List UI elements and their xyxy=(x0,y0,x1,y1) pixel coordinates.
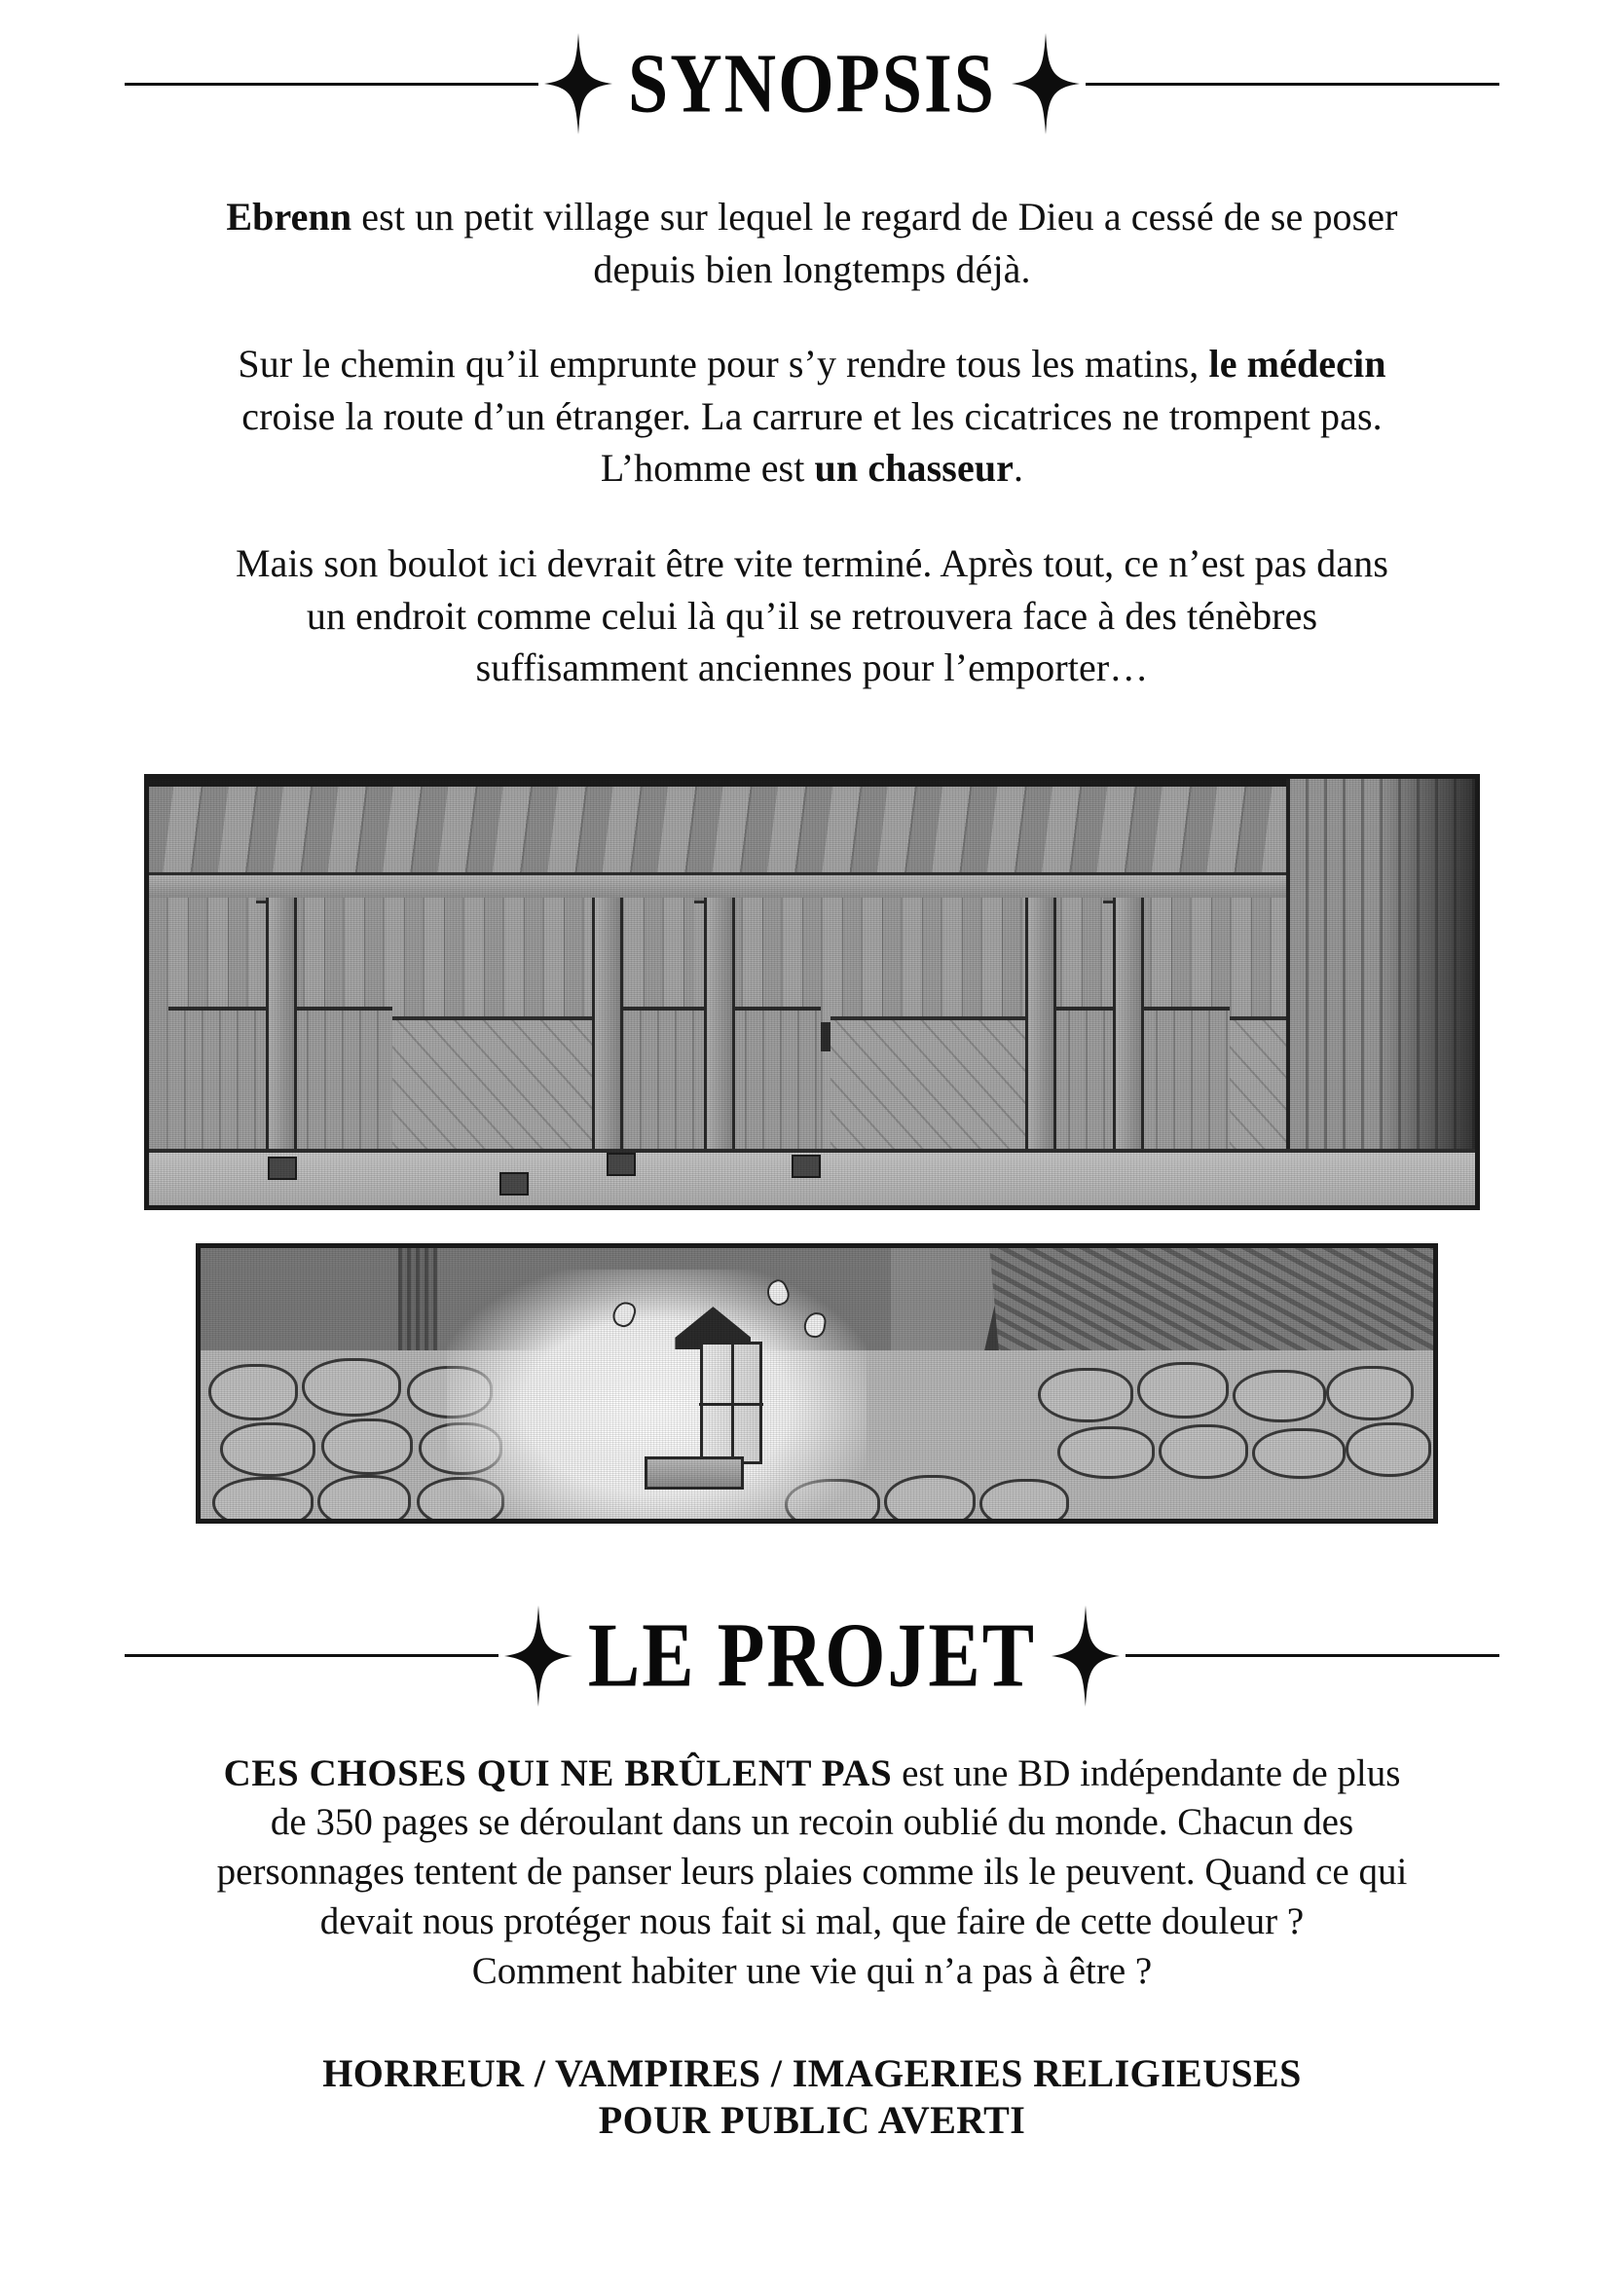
synopsis-paragraph-2-part3: . xyxy=(1014,446,1024,491)
tagline-genres: HORREUR / VAMPIRES / IMAGERIES RELIGIEUSES xyxy=(322,2051,1302,2096)
projet-question: Comment habiter une vie qui n’a pas à être ? xyxy=(471,1949,1153,1992)
synopsis-paragraph-1 xyxy=(213,191,1411,295)
illustration-group xyxy=(144,774,1480,1524)
header-rule-right xyxy=(1086,83,1499,86)
synopsis-paragraph-1-rest: est un petit village sur lequel le regard de Dieu a cessé de se poser depuis bien longtemps déjà. xyxy=(351,195,1398,291)
four-pointed-star-icon xyxy=(544,33,612,134)
projet-description xyxy=(208,1750,1416,1947)
header-rule-right xyxy=(1126,1654,1499,1657)
character-chasseur: un chasseur xyxy=(814,446,1015,491)
content-warning-tagline xyxy=(179,2050,1445,2144)
synopsis-paragraph-2-part2: croise la route d’un étranger. La carrure et les cicatrices ne trompent pas. L’homme est xyxy=(241,393,1383,491)
work-title: CES CHOSES QUI NE BRÛLENT PAS xyxy=(223,1751,893,1794)
tagline-audience: POUR PUBLIC AVERTI xyxy=(598,2098,1026,2143)
barn-interior-illustration xyxy=(144,774,1480,1210)
header-rule-left xyxy=(125,1654,498,1657)
page-title: SYNOPSIS xyxy=(628,36,996,131)
header-rule-left xyxy=(125,83,538,86)
projet-section-header xyxy=(125,1605,1499,1707)
synopsis-paragraph-3: Mais son boulot ici devrait être vite terminé. Après tout, ce n’est pas dans un endroit comme celui là qu’il se retrouvera face à des ténèbres suffisamment anciennes pour l’emporter… xyxy=(236,540,1388,690)
synopsis-paragraph-2 xyxy=(213,338,1411,495)
synopsis-body xyxy=(213,191,1411,694)
projet-body xyxy=(208,1750,1416,1996)
projet-description-rest: est une BD indépendante de plus de 350 pages se déroulant dans un recoin oublié du monde. Chacun des personnages tentent de panser leurs plaies comme ils le peuvent. Quand ce qui devait nous protéger nous fait si mal, que faire de cette douleur ? xyxy=(216,1751,1408,1942)
village-name: Ebrenn xyxy=(226,195,352,239)
lantern-on-stone-wall-illustration xyxy=(196,1243,1438,1524)
section-title-projet: LE PROJET xyxy=(587,1604,1037,1707)
synopsis-paragraph-2-part1: Sur le chemin qu’il emprunte pour s’y rendre tous les matins, xyxy=(238,342,1209,387)
character-medecin: le médecin xyxy=(1208,342,1386,387)
four-pointed-star-icon xyxy=(504,1605,572,1707)
four-pointed-star-icon xyxy=(1052,1605,1120,1707)
four-pointed-star-icon xyxy=(1012,33,1080,134)
synopsis-section-header xyxy=(125,33,1499,134)
